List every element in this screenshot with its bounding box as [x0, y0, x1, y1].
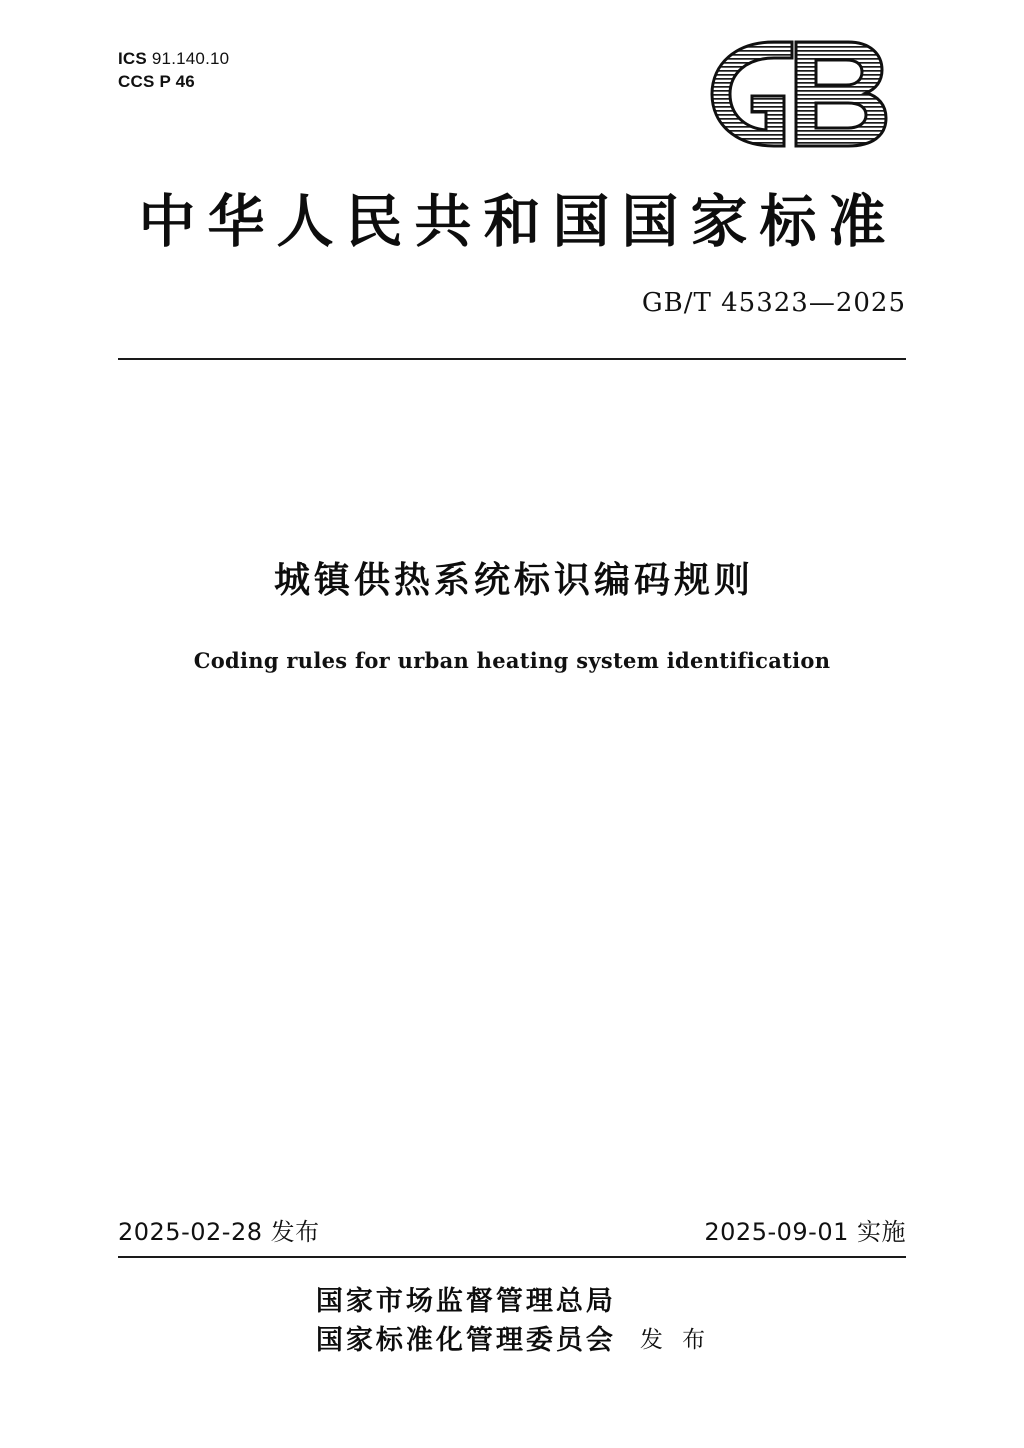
document-title-english: Coding rules for urban heating system identification	[193, 648, 831, 673]
classification-block	[118, 48, 229, 94]
document-title-chinese: 城镇供热系统标识编码规则	[273, 560, 754, 601]
ccs-label: CCS	[118, 71, 155, 91]
gb-emblem-icon	[696, 34, 906, 154]
national-standard-title: 中华人民共和国国家标准	[138, 188, 898, 255]
effective-date: 2025-09-01 实施	[704, 1218, 906, 1246]
ccs-line	[118, 71, 229, 94]
standard-number: GB/T 45323—2025	[641, 288, 906, 318]
header-divider	[118, 358, 906, 360]
issue-verb: 发 布	[639, 1327, 712, 1354]
issuer-line-1: 国家市场监督管理总局	[315, 1286, 616, 1317]
ics-line	[118, 48, 229, 71]
footer-divider	[118, 1256, 906, 1258]
issuer-line-2: 国家标准化管理委员会	[315, 1325, 616, 1357]
footer-dates	[118, 1212, 906, 1247]
issue-date: 2025-02-28 发布	[118, 1218, 320, 1246]
issuing-bodies	[0, 1282, 1024, 1360]
ics-value: 91.140.10	[151, 49, 230, 68]
ccs-value: P 46	[159, 71, 195, 91]
issuer-names	[313, 1282, 616, 1360]
ics-label: ICS	[118, 49, 147, 68]
